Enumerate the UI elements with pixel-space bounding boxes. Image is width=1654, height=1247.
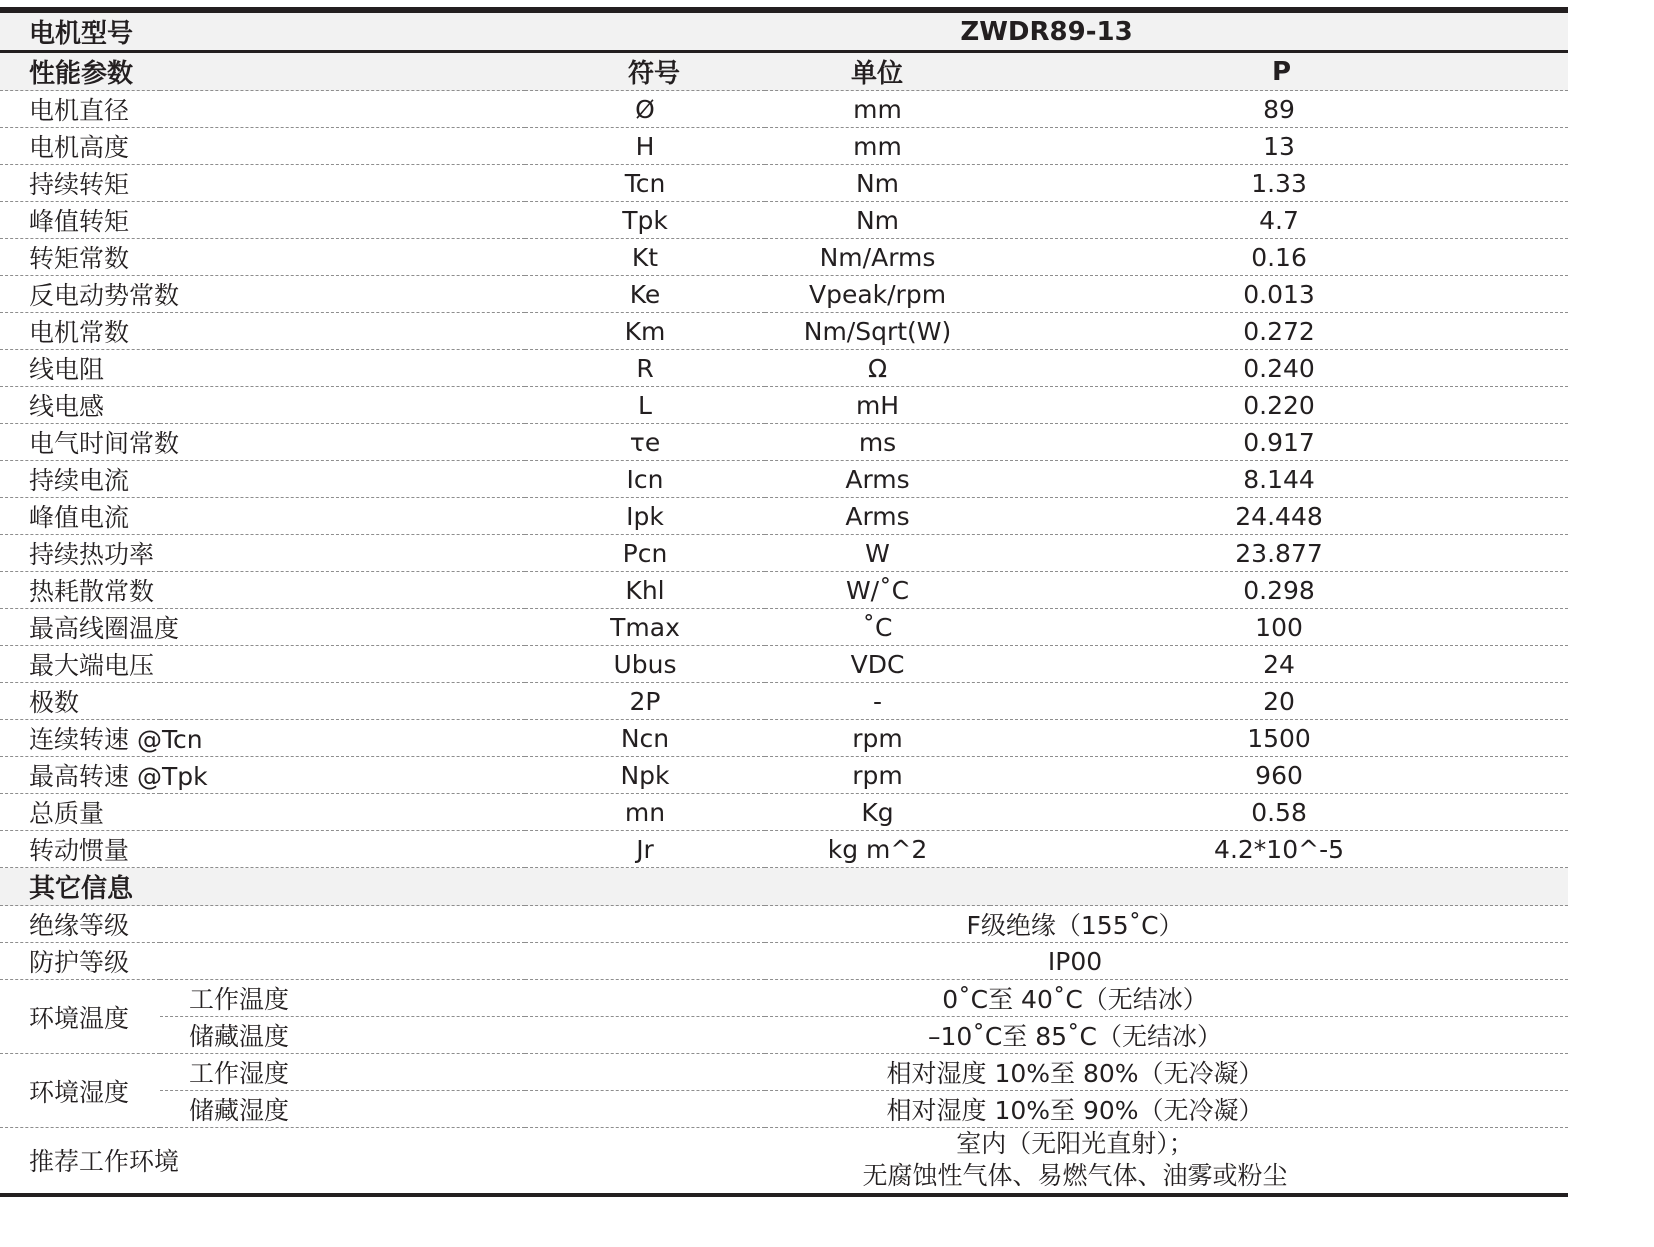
spec-row bbox=[0, 202, 1568, 239]
protection-value: IP00 bbox=[525, 943, 1568, 980]
param-symbol: Npk bbox=[525, 757, 765, 794]
param-value: 0.220 bbox=[990, 387, 1568, 424]
temp-working-label: 工作温度 bbox=[160, 980, 525, 1017]
param-symbol: τe bbox=[525, 424, 765, 461]
spec-row bbox=[0, 276, 1568, 313]
spec-row bbox=[0, 239, 1568, 276]
param-unit: rpm bbox=[765, 757, 990, 794]
param-name: 电气时间常数 bbox=[0, 424, 525, 461]
param-symbol: Tmax bbox=[525, 609, 765, 646]
temp-storage-row bbox=[0, 1017, 1568, 1054]
param-value: 0.16 bbox=[990, 239, 1568, 276]
param-name: 转动惯量 bbox=[0, 831, 525, 868]
param-value: 24 bbox=[990, 646, 1568, 683]
param-value: 0.58 bbox=[990, 794, 1568, 831]
spec-row bbox=[0, 646, 1568, 683]
param-unit: mm bbox=[765, 128, 990, 165]
param-value: 89 bbox=[990, 91, 1568, 128]
protection-label: 防护等级 bbox=[0, 943, 525, 980]
param-symbol: Ncn bbox=[525, 720, 765, 757]
param-value: 100 bbox=[990, 609, 1568, 646]
param-value: 1500 bbox=[990, 720, 1568, 757]
param-symbol: Ø bbox=[525, 91, 765, 128]
param-symbol: R bbox=[525, 350, 765, 387]
spec-row bbox=[0, 498, 1568, 535]
param-name: 电机高度 bbox=[0, 128, 525, 165]
param-name: 线电阻 bbox=[0, 350, 525, 387]
param-unit: kg m^2 bbox=[765, 831, 990, 868]
environment-label: 推荐工作环境 bbox=[0, 1128, 525, 1195]
spec-row bbox=[0, 461, 1568, 498]
param-symbol: Jr bbox=[525, 831, 765, 868]
motor-spec-table bbox=[0, 7, 1568, 1197]
model-value: ZWDR89-13 bbox=[525, 10, 1568, 52]
symbol-header: 符号 bbox=[525, 52, 765, 91]
spec-row bbox=[0, 424, 1568, 461]
param-name: 连续转速 @Tcn bbox=[0, 720, 525, 757]
spec-row bbox=[0, 609, 1568, 646]
param-name: 热耗散常数 bbox=[0, 572, 525, 609]
param-unit: W/˚C bbox=[765, 572, 990, 609]
param-value: 24.448 bbox=[990, 498, 1568, 535]
spec-row bbox=[0, 683, 1568, 720]
spec-row bbox=[0, 720, 1568, 757]
param-unit: Nm bbox=[765, 202, 990, 239]
param-symbol: Icn bbox=[525, 461, 765, 498]
param-name: 极数 bbox=[0, 683, 525, 720]
param-symbol: Tpk bbox=[525, 202, 765, 239]
param-value: 8.144 bbox=[990, 461, 1568, 498]
temperature-label: 环境温度 bbox=[0, 980, 160, 1054]
hum-storage-row bbox=[0, 1091, 1568, 1128]
param-symbol: 2P bbox=[525, 683, 765, 720]
param-value: 0.917 bbox=[990, 424, 1568, 461]
param-unit: Kg bbox=[765, 794, 990, 831]
protection-row bbox=[0, 943, 1568, 980]
insulation-label: 绝缘等级 bbox=[0, 906, 525, 943]
environment-line-2: 无腐蚀性气体、易燃气体、油雾或粉尘 bbox=[862, 1161, 1288, 1191]
param-symbol: Ubus bbox=[525, 646, 765, 683]
spec-row bbox=[0, 350, 1568, 387]
spec-row bbox=[0, 387, 1568, 424]
param-unit: VDC bbox=[765, 646, 990, 683]
param-value: 0.272 bbox=[990, 313, 1568, 350]
param-name: 反电动势常数 bbox=[0, 276, 525, 313]
param-unit: Vpeak/rpm bbox=[765, 276, 990, 313]
perf-header-row bbox=[0, 52, 1568, 91]
other-info-title: 其它信息 bbox=[0, 868, 1568, 906]
perf-header-label: 性能参数 bbox=[0, 52, 525, 91]
param-unit: Arms bbox=[765, 498, 990, 535]
value-header: P bbox=[990, 52, 1568, 91]
spec-row bbox=[0, 535, 1568, 572]
param-name: 持续电流 bbox=[0, 461, 525, 498]
param-symbol: Km bbox=[525, 313, 765, 350]
hum-storage-value: 相对湿度 10%至 90%（无冷凝） bbox=[525, 1091, 1568, 1128]
param-unit: W bbox=[765, 535, 990, 572]
param-name: 峰值电流 bbox=[0, 498, 525, 535]
environment-value bbox=[525, 1128, 1568, 1195]
param-unit: Ω bbox=[765, 350, 990, 387]
param-unit: Nm/Arms bbox=[765, 239, 990, 276]
spec-row bbox=[0, 572, 1568, 609]
param-value: 23.877 bbox=[990, 535, 1568, 572]
param-symbol: Ke bbox=[525, 276, 765, 313]
param-value: 4.7 bbox=[990, 202, 1568, 239]
param-name: 最大端电压 bbox=[0, 646, 525, 683]
param-value: 960 bbox=[990, 757, 1568, 794]
param-name: 最高转速 @Tpk bbox=[0, 757, 525, 794]
param-name: 线电感 bbox=[0, 387, 525, 424]
temp-working-row bbox=[0, 980, 1568, 1017]
param-name: 转矩常数 bbox=[0, 239, 525, 276]
spec-row bbox=[0, 128, 1568, 165]
param-symbol: mn bbox=[525, 794, 765, 831]
spec-row bbox=[0, 313, 1568, 350]
spec-row bbox=[0, 831, 1568, 868]
environment-row bbox=[0, 1128, 1568, 1195]
param-value: 0.240 bbox=[990, 350, 1568, 387]
param-unit: Arms bbox=[765, 461, 990, 498]
unit-header: 单位 bbox=[765, 52, 990, 91]
param-value: 13 bbox=[990, 128, 1568, 165]
spec-row bbox=[0, 794, 1568, 831]
param-value: 20 bbox=[990, 683, 1568, 720]
param-symbol: L bbox=[525, 387, 765, 424]
param-symbol: Ipk bbox=[525, 498, 765, 535]
temp-storage-value: –10˚C至 85˚C（无结冰） bbox=[525, 1017, 1568, 1054]
param-name: 持续转矩 bbox=[0, 165, 525, 202]
param-unit: ˚C bbox=[765, 609, 990, 646]
humidity-label: 环境湿度 bbox=[0, 1054, 160, 1128]
param-unit: ms bbox=[765, 424, 990, 461]
param-unit: rpm bbox=[765, 720, 990, 757]
param-name: 最高线圈温度 bbox=[0, 609, 525, 646]
temp-working-value: 0˚C至 40˚C（无结冰） bbox=[525, 980, 1568, 1017]
param-unit: Nm/Sqrt(W) bbox=[765, 313, 990, 350]
param-symbol: Tcn bbox=[525, 165, 765, 202]
spec-row bbox=[0, 757, 1568, 794]
param-symbol: Pcn bbox=[525, 535, 765, 572]
param-unit: Nm bbox=[765, 165, 990, 202]
hum-working-label: 工作湿度 bbox=[160, 1054, 525, 1091]
param-unit: mm bbox=[765, 91, 990, 128]
param-name: 峰值转矩 bbox=[0, 202, 525, 239]
temp-storage-label: 储藏温度 bbox=[160, 1017, 525, 1054]
param-symbol: Khl bbox=[525, 572, 765, 609]
param-value: 0.298 bbox=[990, 572, 1568, 609]
param-unit: mH bbox=[765, 387, 990, 424]
param-symbol: H bbox=[525, 128, 765, 165]
param-value: 0.013 bbox=[990, 276, 1568, 313]
model-row bbox=[0, 10, 1568, 52]
spec-row bbox=[0, 91, 1568, 128]
other-info-header-row bbox=[0, 868, 1568, 906]
insulation-row bbox=[0, 906, 1568, 943]
param-name: 电机常数 bbox=[0, 313, 525, 350]
hum-working-row bbox=[0, 1054, 1568, 1091]
param-unit: - bbox=[765, 683, 990, 720]
model-label: 电机型号 bbox=[0, 10, 525, 52]
spec-row bbox=[0, 165, 1568, 202]
param-name: 总质量 bbox=[0, 794, 525, 831]
param-value: 1.33 bbox=[990, 165, 1568, 202]
param-name: 电机直径 bbox=[0, 91, 525, 128]
param-symbol: Kt bbox=[525, 239, 765, 276]
hum-storage-label: 储藏湿度 bbox=[160, 1091, 525, 1128]
param-name: 持续热功率 bbox=[0, 535, 525, 572]
insulation-value: F级绝缘（155˚C） bbox=[525, 906, 1568, 943]
hum-working-value: 相对湿度 10%至 80%（无冷凝） bbox=[525, 1054, 1568, 1091]
environment-line-1: 室内（无阳光直射）； bbox=[956, 1129, 1194, 1159]
param-value: 4.2*10^-5 bbox=[990, 831, 1568, 868]
